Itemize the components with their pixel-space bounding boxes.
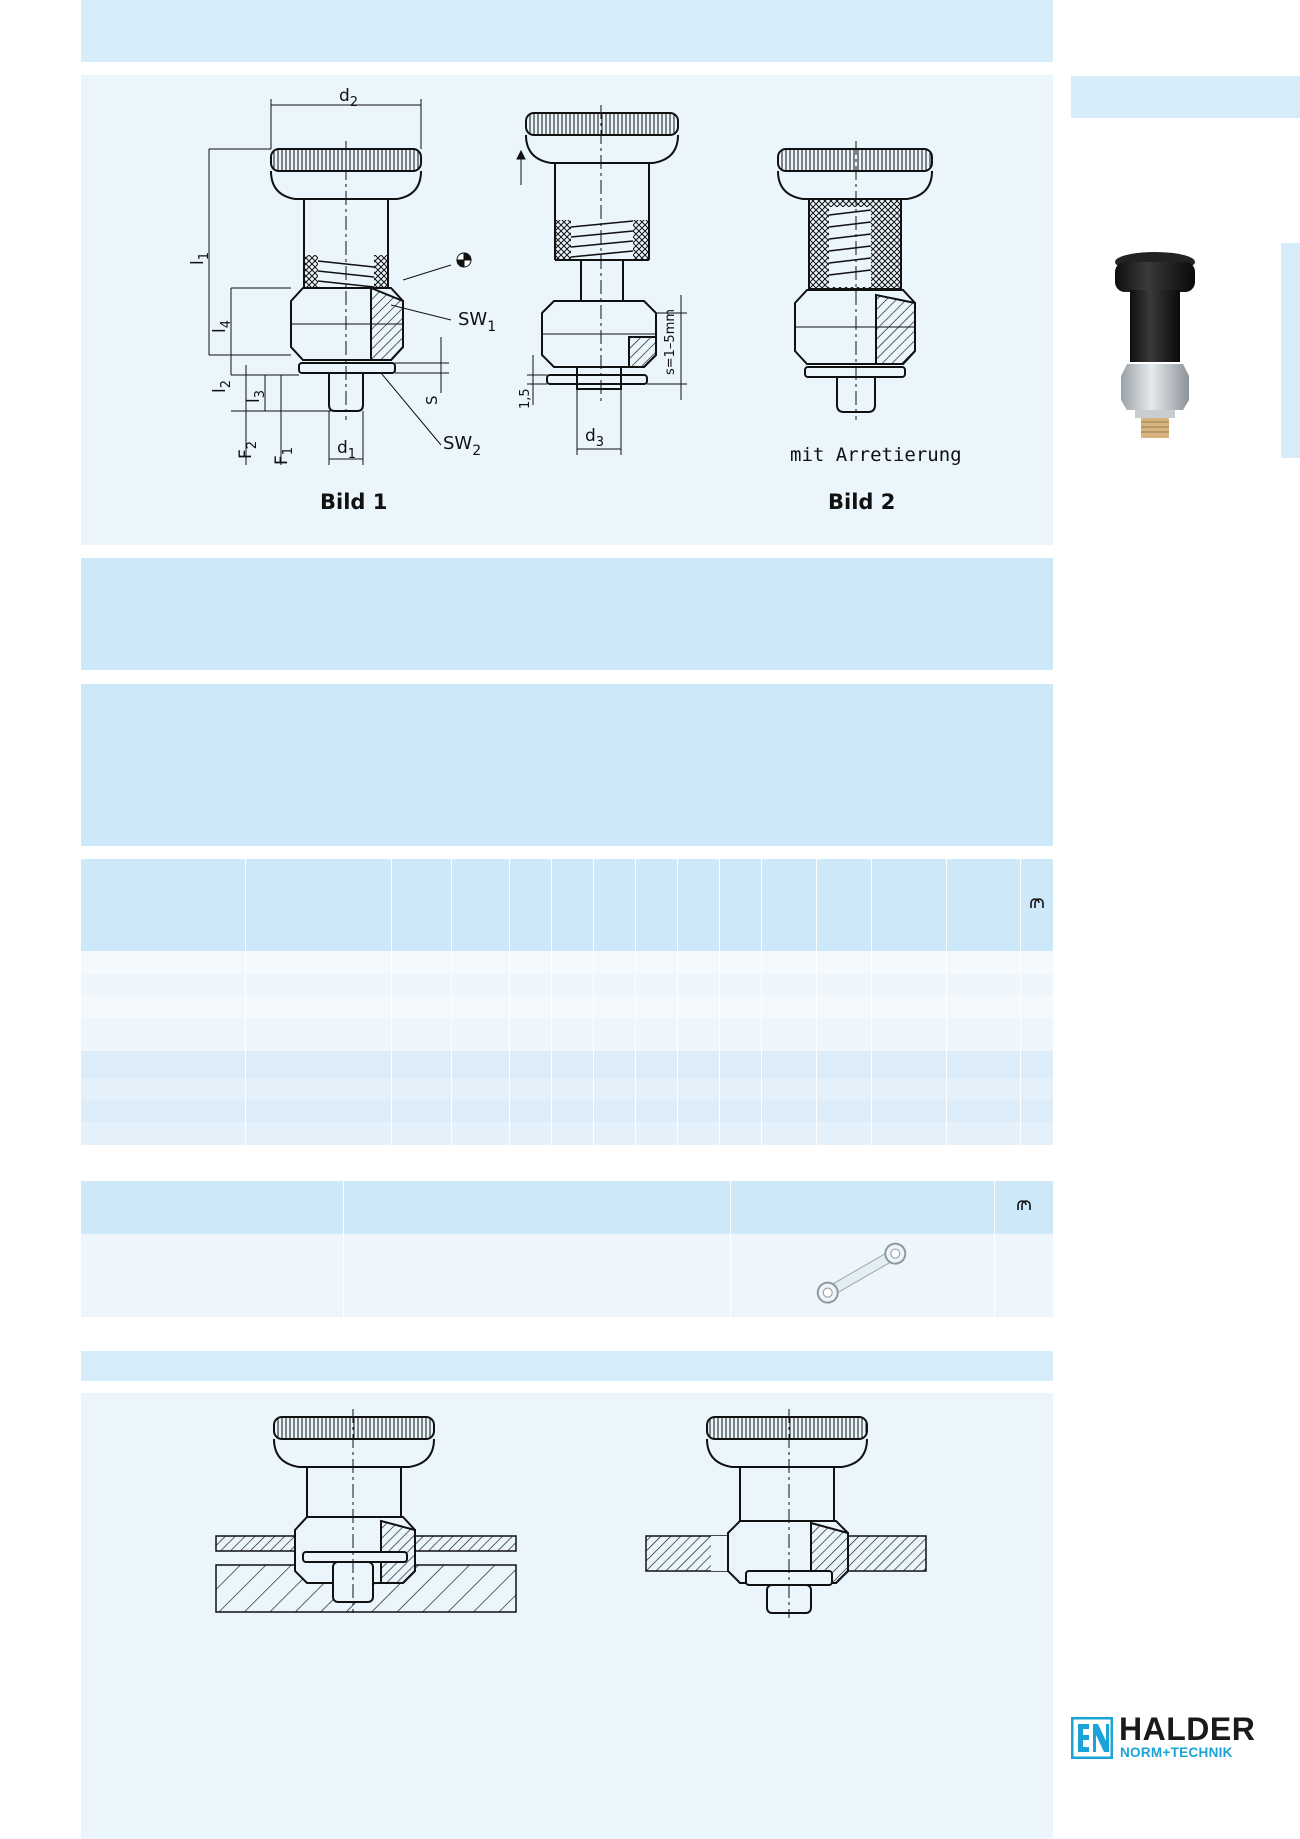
dim-stroke: s=1–5mm <box>663 308 678 375</box>
application-left <box>216 1409 516 1613</box>
table-header-row <box>81 859 1053 951</box>
description-band <box>81 558 1053 670</box>
table-row <box>81 1018 1053 1051</box>
halder-logo <box>1071 1711 1271 1761</box>
side-strip <box>1281 243 1300 458</box>
halder-logo-mark-icon <box>1071 1717 1113 1759</box>
table-row <box>81 1078 1053 1100</box>
dim-s: S <box>423 395 441 405</box>
dim-d1: $d_1$ <box>337 438 357 462</box>
table-row <box>81 1100 1053 1122</box>
bild1-drawing <box>209 99 471 465</box>
accessory-row <box>81 1234 1053 1317</box>
table-row <box>81 974 1053 996</box>
dim-l4: $l_4$ <box>210 319 234 333</box>
application-right <box>646 1409 926 1618</box>
side-tab <box>1071 76 1300 118</box>
technical-drawing <box>81 75 1053 545</box>
header-band <box>81 0 1053 62</box>
hook-icon <box>1016 1200 1032 1212</box>
dim-f2: $F_2$ <box>236 440 260 459</box>
dim-sw1: $SW_1$ <box>458 309 497 335</box>
wrench-image <box>807 1236 917 1312</box>
brand-name: HALDER <box>1119 1711 1256 1747</box>
brand-tagline: NORM+TECHNIK <box>1120 1745 1233 1760</box>
application-drawings <box>81 1393 1053 1839</box>
hook-icon <box>1029 898 1045 910</box>
dimension-table <box>81 859 1054 1145</box>
bild2-label: Bild 2 <box>828 490 896 514</box>
dim-l1: $l_1$ <box>188 251 212 265</box>
mit-arretierung-caption: mit Arretierung <box>790 444 962 466</box>
dim-l3: $l_3$ <box>244 389 268 403</box>
dim-f1: $F_1$ <box>272 446 296 465</box>
table-row <box>81 1051 1053 1078</box>
dim-1-5: 1,5 <box>518 388 533 409</box>
dim-sw2: $SW_2$ <box>443 433 482 459</box>
product-photo <box>1105 250 1205 455</box>
middle-drawing <box>517 105 687 455</box>
dim-d2: $d_2$ <box>339 86 359 110</box>
application-header-band <box>81 1351 1053 1381</box>
specification-band <box>81 684 1053 846</box>
bild2-drawing <box>778 141 932 420</box>
accessory-header-row <box>81 1181 1053 1234</box>
dim-l2: $l_2$ <box>210 379 234 393</box>
dim-d3: $d_3$ <box>585 426 605 450</box>
table-row <box>81 1122 1053 1145</box>
table-row <box>81 951 1053 974</box>
table-row <box>81 996 1053 1018</box>
bild1-label: Bild 1 <box>320 490 388 514</box>
accessory-table <box>81 1181 1054 1317</box>
